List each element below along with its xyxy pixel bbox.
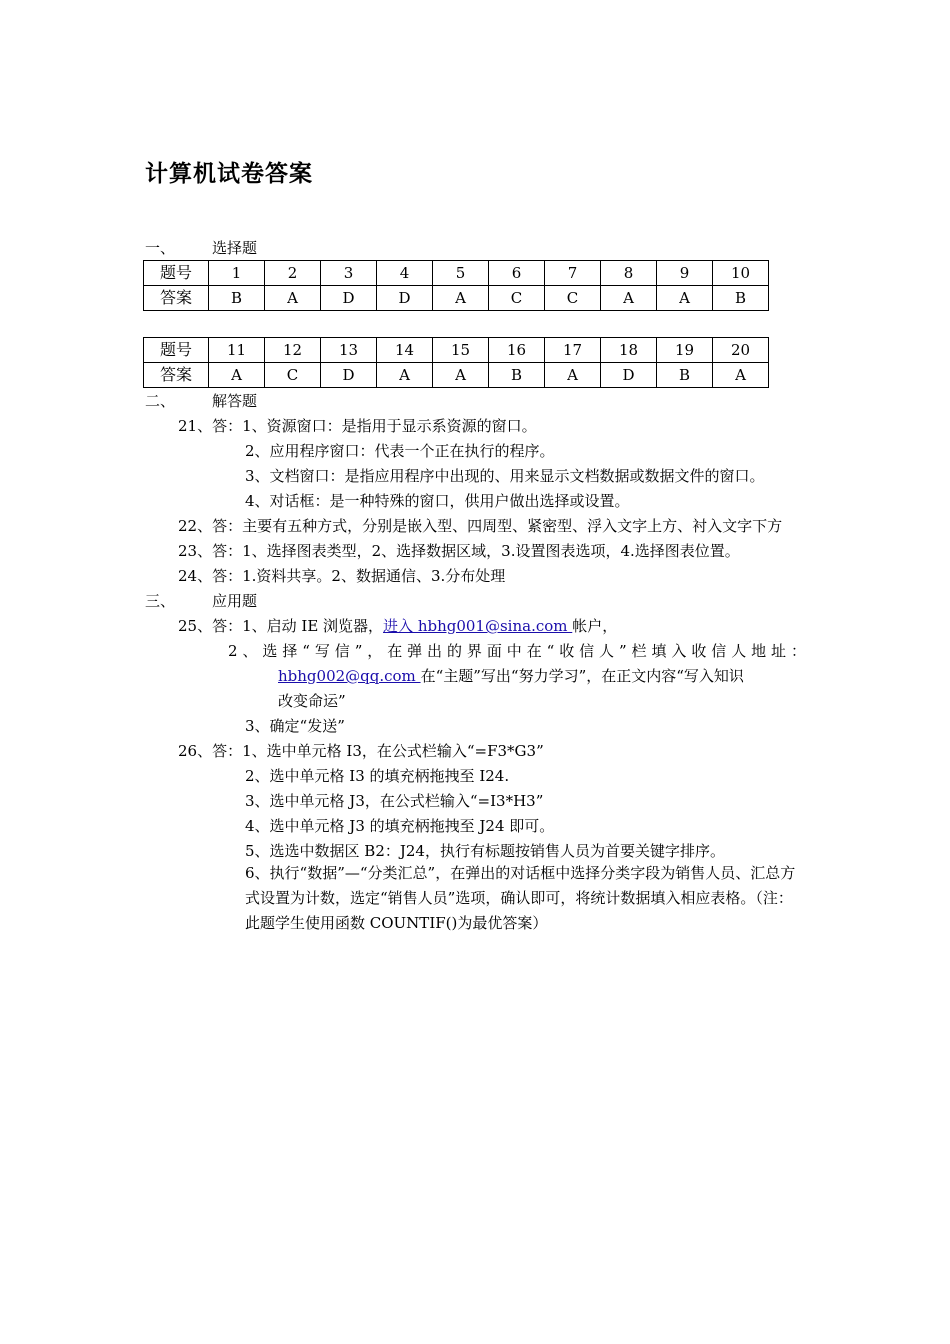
answer-cell: C bbox=[265, 363, 321, 388]
question-number: 19 bbox=[657, 338, 713, 363]
table-answer-label: 答案 bbox=[144, 363, 209, 388]
answer-25-line-5: 3、确定“发送” bbox=[245, 717, 345, 735]
answer-25-suffix: 帐户， bbox=[572, 617, 618, 635]
question-number: 10 bbox=[713, 261, 769, 286]
page-title: 计算机试卷答案 bbox=[145, 161, 313, 187]
answer-cell: B bbox=[713, 286, 769, 311]
answer-21-line-1: 21、答：1、资源窗口：是指用于显示系资源的窗口。 bbox=[178, 417, 537, 435]
table-row-answers bbox=[144, 363, 769, 388]
table-answer-label: 答案 bbox=[144, 286, 209, 311]
question-number: 8 bbox=[601, 261, 657, 286]
question-number: 5 bbox=[433, 261, 489, 286]
answer-21-line-4: 4、对话框：是一种特殊的窗口，供用户做出选择或设置。 bbox=[245, 492, 630, 510]
answer-26-line-6: 6、执行“数据”—“分类汇总”，在弹出的对话框中选择分类字段为销售人员、汇总方式设置为计数，选定“销售人员”选项，确认即可，将统计数据填入相应表格。（注：此题学生使用函数 COUNTIF()为最优答案） bbox=[245, 864, 796, 932]
section-1-number: 一、 bbox=[145, 239, 176, 257]
question-number: 14 bbox=[377, 338, 433, 363]
answer-26-line-3: 3、选中单元格 J3，在公式栏输入“=I3*H3” bbox=[245, 792, 544, 810]
answer-22: 22、答：主要有五种方式，分别是嵌入型、四周型、紧密型、浮入文字上方、衬入文字下方 bbox=[178, 517, 783, 535]
section-3-title: 应用题 bbox=[212, 592, 258, 610]
question-number: 9 bbox=[657, 261, 713, 286]
answer-cell: A bbox=[601, 286, 657, 311]
answer-cell: B bbox=[489, 363, 545, 388]
answer-25-line-3-text: 在“主题”写出“努力学习”，在正文内容“写入知识 bbox=[420, 667, 744, 685]
answer-cell: A bbox=[433, 286, 489, 311]
question-number: 1 bbox=[209, 261, 265, 286]
answer-cell: C bbox=[545, 286, 601, 311]
question-number: 17 bbox=[545, 338, 601, 363]
answer-cell: B bbox=[657, 363, 713, 388]
answer-table-1 bbox=[143, 260, 769, 311]
question-number: 7 bbox=[545, 261, 601, 286]
answer-25-line-2: 2、选择“写信”，在弹出的界面中在“收信人”栏填入收信人地址： bbox=[228, 642, 806, 660]
answer-cell: A bbox=[657, 286, 713, 311]
answer-cell: A bbox=[433, 363, 489, 388]
question-number: 13 bbox=[321, 338, 377, 363]
answer-26-line-5: 5、选选中数据区 B2：J24，执行有标题按销售人员为首要关键字排序。 bbox=[245, 842, 725, 860]
answer-26-line-1: 26、答：1、选中单元格 I3，在公式栏输入“=F3*G3” bbox=[178, 742, 544, 760]
answer-26-line-2: 2、选中单元格 I3 的填充柄拖拽至 I24. bbox=[245, 767, 510, 785]
question-number: 18 bbox=[601, 338, 657, 363]
question-number: 3 bbox=[321, 261, 377, 286]
table-row-numbers bbox=[144, 338, 769, 363]
answer-cell: D bbox=[321, 363, 377, 388]
answer-cell: A bbox=[713, 363, 769, 388]
section-3-number: 三、 bbox=[145, 592, 176, 610]
answer-cell: A bbox=[377, 363, 433, 388]
answer-cell: D bbox=[601, 363, 657, 388]
answer-cell: A bbox=[209, 363, 265, 388]
section-2-number: 二、 bbox=[145, 392, 176, 410]
answer-cell: A bbox=[545, 363, 601, 388]
question-number: 12 bbox=[265, 338, 321, 363]
answer-23: 23、答：1、选择图表类型，2、选择数据区域，3.设置图表选项，4.选择图表位置。 bbox=[178, 542, 740, 560]
table-header-label: 题号 bbox=[144, 261, 209, 286]
answer-cell: D bbox=[321, 286, 377, 311]
answer-cell: C bbox=[489, 286, 545, 311]
answer-21-line-3: 3、文档窗口：是指应用程序中出现的、用来显示文档数据或数据文件的窗口。 bbox=[245, 467, 765, 485]
question-number: 6 bbox=[489, 261, 545, 286]
table-row-answers bbox=[144, 286, 769, 311]
section-1-title: 选择题 bbox=[212, 239, 258, 257]
answer-21-line-2: 2、应用程序窗口：代表一个正在执行的程序。 bbox=[245, 442, 555, 460]
question-number: 20 bbox=[713, 338, 769, 363]
answer-25-line-1 bbox=[178, 616, 617, 636]
question-number: 16 bbox=[489, 338, 545, 363]
section-2-title: 解答题 bbox=[212, 392, 258, 410]
answer-table-2 bbox=[143, 337, 769, 388]
question-number: 15 bbox=[433, 338, 489, 363]
email-link-qq[interactable]: hbhg002@qq.com bbox=[278, 667, 421, 685]
question-number: 11 bbox=[209, 338, 265, 363]
answer-24: 24、答：1.资料共享。2、数据通信、3.分布处理 bbox=[178, 567, 506, 585]
answer-25-prefix: 25、答：1、启动 IE 浏览器， bbox=[178, 617, 384, 635]
email-link-sina[interactable]: 进入 hbhg001@sina.com bbox=[383, 617, 573, 635]
question-number: 4 bbox=[377, 261, 433, 286]
table-header-label: 题号 bbox=[144, 338, 209, 363]
question-number: 2 bbox=[265, 261, 321, 286]
answer-cell: A bbox=[265, 286, 321, 311]
answer-26-line-4: 4、选中单元格 J3 的填充柄拖拽至 J24 即可。 bbox=[245, 817, 555, 835]
answer-cell: B bbox=[209, 286, 265, 311]
answer-cell: D bbox=[377, 286, 433, 311]
answer-25-line-3 bbox=[278, 666, 744, 686]
answer-25-line-4: 改变命运” bbox=[278, 692, 346, 710]
table-row-numbers bbox=[144, 261, 769, 286]
